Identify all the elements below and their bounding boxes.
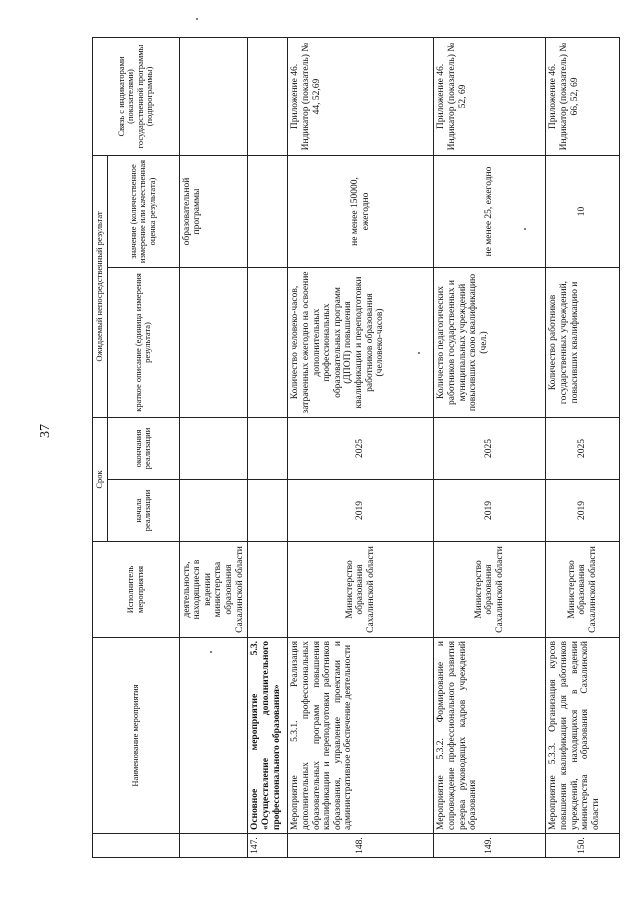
cell-start: 2019 xyxy=(546,480,620,542)
header-link: Связь с индикаторами (показателями) государственной программы (подпрограммы) xyxy=(93,38,180,156)
cell-end: 2025 xyxy=(288,418,434,480)
cell-link xyxy=(179,38,248,156)
cell-end xyxy=(248,418,288,480)
cell-result-value xyxy=(248,156,288,268)
cell-result-value: не менее 150000, ежегодно xyxy=(288,156,434,268)
cell-result-desc xyxy=(179,268,248,418)
scan-speck xyxy=(196,18,198,20)
cell-num xyxy=(179,834,248,858)
cell-name: Мероприятие 5.3.3. Организация курсов повышения квалификации для работников учреждений, находящихся в ведении министерства образования Сахалинской области xyxy=(546,638,620,834)
cell-result-value: образовательной программы xyxy=(179,156,248,268)
cell-start xyxy=(248,480,288,542)
table-row xyxy=(248,38,288,858)
cell-num: 148. xyxy=(288,834,434,858)
rotated-table-wrapper xyxy=(92,38,612,858)
cell-result-value: 10 xyxy=(546,156,620,268)
cell-executor: Министерство образования Сахалинской области xyxy=(288,542,434,638)
cell-link: Приложение 46. Индикатор (показатель) № 66, 52, 69 xyxy=(546,38,620,156)
cell-result-value: не менее 25, ежегодно xyxy=(434,156,546,268)
cell-result-desc xyxy=(248,268,288,418)
table-row xyxy=(546,38,620,858)
cell-executor: Министерство образования Сахалинской области xyxy=(546,542,620,638)
header-term: Срок xyxy=(93,418,108,542)
header-end: окончания реализации xyxy=(107,418,179,480)
cell-link: Приложение 46. Индикатор (показатель) № 52, 69 xyxy=(434,38,546,156)
cell-name: Мероприятие 5.3.2. Формирование и сопровождение профессионального развития резерва руководящих кадров учреждений образования xyxy=(434,638,546,834)
cell-end: 2025 xyxy=(434,418,546,480)
cell-num: 147. xyxy=(248,834,288,858)
header-result-desc: краткое описание (единица измерения результата) xyxy=(107,268,179,418)
header-num xyxy=(93,834,180,858)
cell-end: 2025 xyxy=(546,418,620,480)
header-start: начала реализации xyxy=(107,480,179,542)
cell-link xyxy=(248,38,288,156)
cell-name: Основное мероприятие 5.3. «Осуществление дополнительного профессионального образования» xyxy=(248,638,288,834)
cell-start: 2019 xyxy=(288,480,434,542)
cell-result-desc: Количество человеко-часов, затраченных ежегодно на освоение дополнительных профессиональных образовательных программ (ДПОП) повышения квалификации и переподготовки работников образования (человеко-часов) xyxy=(288,268,434,418)
cell-name: Мероприятие 5.3.1. Реализация дополнительных профессиональных образовательных программ повышения квалификации и переподготовки работников образования, управление проектами и административное обеспечение деятельности xyxy=(288,638,434,834)
cell-result-desc: Количество работников государственных учреждений, повысивших квалификацию и xyxy=(546,268,620,418)
table-row xyxy=(288,38,434,858)
header-result-value: значение (количественное измерение или качественная оценка результата) xyxy=(107,156,179,268)
page-number: 37 xyxy=(38,424,53,438)
activities-table xyxy=(92,37,620,858)
cell-name xyxy=(179,638,248,834)
cell-link: Приложение 46. Индикатор (показатель) № 44, 52,69 xyxy=(288,38,434,156)
cell-executor: Министерство образования Сахалинской области xyxy=(434,542,546,638)
header-executor: Исполнитель мероприятия xyxy=(93,542,180,638)
cell-end xyxy=(179,418,248,480)
cell-executor: деятельность, находящиеся в ведении министерства образования Сахалинской области xyxy=(179,542,248,638)
table-row xyxy=(434,38,546,858)
header-result: Ожидаемый непосредственный результат xyxy=(93,156,108,418)
table-row xyxy=(179,38,248,858)
cell-result-desc: Количество педагогических работников государственных и муниципальных учреждений повысивших свою квалификацию (чел.) xyxy=(434,268,546,418)
cell-num: 150. xyxy=(546,834,620,858)
cell-executor xyxy=(248,542,288,638)
header-name: Наименование мероприятия xyxy=(93,638,180,834)
cell-start: 2019 xyxy=(434,480,546,542)
cell-start xyxy=(179,480,248,542)
cell-num: 149. xyxy=(434,834,546,858)
